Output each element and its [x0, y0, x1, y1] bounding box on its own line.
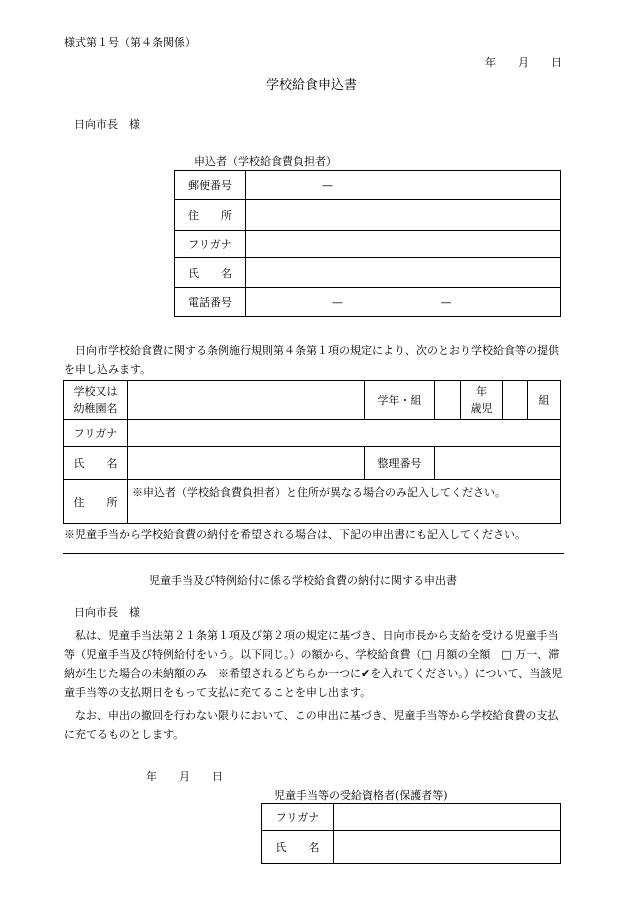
address-label: 住 所 [175, 200, 246, 231]
petition-date-line: 年 月 日 [146, 770, 223, 783]
recipient-furigana-label: フリガナ [262, 804, 334, 831]
reference-label: 整理番号 [365, 447, 435, 480]
student-address-label: 住 所 [64, 480, 128, 524]
footnote: ※児童手当から学校給食費の納付を希望される場合は、下記の申出書にも記入してください。 [64, 528, 526, 541]
postal-field[interactable] [246, 171, 561, 200]
divider [63, 553, 564, 554]
grade-label: 学年・組 [365, 381, 435, 420]
phone-field[interactable] [246, 288, 561, 317]
year-age-label: 年 歳児 [461, 381, 503, 420]
student-name-label: 氏 名 [64, 447, 128, 480]
postal-label: 郵便番号 [175, 171, 246, 200]
petition-body-1: 私は、児童手当法第２１条第１項及び第２項の規定に基づき、日向市長から支給を受ける児童手当等（児童手当及び特例給付をいう。以下同じ。）の額から、学校給食費（□ 月額の全額 □ 万一、滞納が生じた場合の未納額のみ ※希望されるどちらか一つに✔を入れてください。）について、当該児童手当等の支払期日をもって支払に充てることを申し出ます。 [64, 629, 563, 699]
petition-title: 児童手当及び特例給付に係る学校給食費の納付に関する申出書 [149, 574, 457, 587]
phone-dash-2: — [440, 295, 452, 309]
intro-text: 日向市学校給食費に関する条例施行規則第４条第１項の規定により、次のとおり学校給食等の提供を申し込みます。 [64, 344, 559, 376]
name-field[interactable] [246, 258, 561, 288]
recipient-furigana-field[interactable] [334, 804, 561, 831]
student-name-field[interactable] [128, 447, 365, 480]
student-table [63, 380, 561, 524]
applicant-heading: 申込者（学校給食費負担者） [194, 155, 337, 168]
address-note: ※申込者（学校給食費負担者）と住所が異なる場合のみ記入してください。 [132, 486, 506, 499]
postal-dash: — [322, 178, 333, 192]
student-furigana-label: フリガナ [64, 420, 128, 447]
phone-dash-1: — [332, 295, 343, 309]
reference-field[interactable] [435, 447, 561, 480]
name-label: 氏 名 [175, 258, 246, 288]
phone-label: 電話番号 [175, 288, 246, 317]
page-title: 学校給食申込書 [266, 78, 358, 93]
furigana-field[interactable] [246, 231, 561, 258]
recipient-heading: 児童手当等の受給資格者(保護者等) [274, 789, 448, 802]
recipient-table [261, 803, 561, 864]
school-label: 学校又は 幼稚園名 [64, 381, 128, 420]
addressee: 日向市長 様 [74, 118, 140, 131]
class-label: 組 [528, 381, 561, 420]
petition-addressee: 日向市長 様 [74, 606, 140, 619]
petition-body-2: なお、申出の撤回を行わない限りにおいて、この申出に基づき、児童手当等から学校給食費の支払に充てるものとします。 [64, 709, 559, 741]
school-field[interactable] [128, 381, 365, 420]
date-line: 年 月 日 [485, 56, 562, 69]
class-field[interactable] [503, 381, 528, 420]
grade-field[interactable] [435, 381, 461, 420]
applicant-table [174, 170, 561, 317]
student-address-field[interactable] [128, 480, 561, 524]
furigana-label: フリガナ [175, 231, 246, 258]
recipient-name-field[interactable] [334, 831, 561, 864]
form-number: 様式第１号（第４条関係） [64, 36, 196, 49]
student-furigana-field[interactable] [128, 420, 561, 447]
recipient-name-label: 氏 名 [262, 831, 334, 864]
address-field[interactable] [246, 200, 561, 231]
